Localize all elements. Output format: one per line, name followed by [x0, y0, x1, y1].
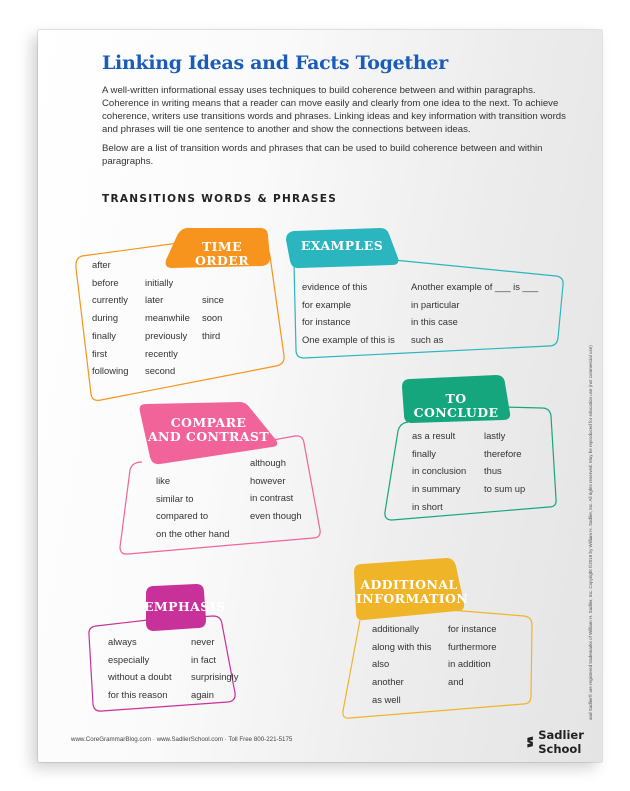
sadlier-s-icon	[526, 733, 534, 751]
emphasis-col-2	[191, 633, 238, 704]
examples-col-2	[411, 278, 538, 349]
list-item: especially	[108, 653, 150, 665]
intro-text	[102, 84, 582, 174]
list-item: always	[108, 636, 137, 647]
list-item: like	[156, 475, 171, 486]
list-item: during	[92, 312, 119, 324]
list-item: in addition	[448, 658, 491, 670]
compare-contrast-col-1	[156, 472, 230, 543]
additional-label-line-2: INFORMATION	[356, 591, 469, 606]
list-item: to sum up	[484, 483, 526, 495]
compare-contrast-box	[112, 402, 342, 562]
additional-information-box	[340, 558, 540, 728]
logo-text: Sadlier School	[538, 728, 584, 756]
examples-label: EXAMPLES	[300, 238, 384, 253]
emphasis-box	[88, 578, 239, 701]
emphasis-col-1	[108, 633, 172, 704]
list-item: similar to	[156, 492, 194, 504]
list-item: on the other hand	[156, 528, 230, 540]
list-item: however	[250, 474, 286, 486]
list-item: finally	[92, 329, 116, 341]
page-title: Linking Ideas and Facts Together	[102, 52, 448, 74]
list-item: for instance	[448, 623, 497, 634]
additional-information-label	[356, 577, 469, 606]
time-order-label: TIME ORDER	[194, 239, 250, 268]
list-item: as a result	[412, 430, 456, 441]
list-item: for example	[302, 298, 351, 310]
section-heading: TRANSITIONS WORDS & PHRASES	[102, 193, 338, 205]
list-item: in this case	[411, 316, 458, 328]
list-item: and	[448, 676, 464, 688]
intro-paragraph-1: A well-written informational essay uses techniques to build coherence between and within paragraphs. Coherence in writing means that a reader can move easily and clearly from one idea to the next. To achieve coherence, writers use transitions words and phrases. Linking ideas and key information with transition words and phrases will tie one sentence to another and show the connections between ideas.	[102, 85, 566, 135]
list-item: first	[92, 347, 108, 359]
list-item: since	[202, 294, 224, 306]
list-item: surprisingly	[191, 671, 239, 683]
worksheet-page	[38, 30, 602, 762]
list-item: as well	[372, 693, 401, 705]
legal-text: and Sadlier® are registered trademarks of William H. Sadlier, Inc. Copyright ©2018 by William H. Sadlier, Inc. All rights reserved. May be reproduced for education use (not commercial use)	[588, 345, 593, 720]
list-item: without a doubt	[108, 671, 172, 683]
list-item: such as	[411, 334, 444, 346]
time-order-col-1	[92, 256, 128, 380]
list-item: later	[145, 294, 164, 306]
list-item: third	[202, 329, 221, 341]
footer-links: www.CoreGrammarBlog.com · www.SadlierSchool.com · Toll Free 800-221-5175	[71, 736, 293, 743]
additional-information-col-1	[372, 620, 431, 709]
list-item: compared to	[156, 510, 209, 522]
list-item: additionally	[372, 623, 419, 634]
list-item: thus	[484, 465, 502, 477]
list-item: in contrast	[250, 492, 294, 504]
to-conclude-col-2	[484, 427, 525, 498]
list-item: Another example of ___ is ___	[411, 281, 539, 292]
list-item: along with this	[372, 640, 432, 652]
compare-contrast-label	[146, 416, 271, 444]
compare-label-line-2: AND CONTRAST	[147, 429, 270, 444]
list-item: although	[250, 457, 286, 468]
additional-label-line-1: ADDITIONAL	[360, 577, 458, 592]
list-item: also	[372, 658, 390, 670]
list-item: finally	[412, 447, 436, 459]
compare-contrast-col-2	[250, 454, 302, 525]
list-item: One example of this is	[302, 334, 395, 346]
time-order-box	[76, 228, 276, 388]
intro-paragraph-2: Below are a list of transition words and phrases that can be used to build coherence between and within paragraphs.	[102, 143, 543, 167]
list-item: following	[92, 365, 129, 377]
additional-information-col-2	[448, 620, 496, 691]
list-item: never	[191, 636, 215, 647]
list-item: recently	[145, 347, 178, 359]
list-item: furthermore	[448, 640, 497, 652]
to-conclude-label: TO CONCLUDE	[413, 391, 499, 420]
list-item: for this reason	[108, 689, 168, 701]
list-item: again	[191, 689, 214, 701]
list-item: in particular	[411, 298, 460, 310]
list-item: for instance	[302, 316, 351, 328]
list-item: lastly	[484, 430, 506, 441]
list-item: another	[372, 676, 404, 688]
examples-col-1	[302, 278, 395, 349]
sadlier-logo	[526, 728, 602, 756]
list-item: therefore	[484, 447, 522, 459]
to-conclude-box	[380, 375, 580, 525]
list-item: meanwhile	[145, 312, 190, 324]
list-item: even though	[250, 510, 302, 522]
list-item: evidence of this	[302, 281, 368, 292]
list-item: initially	[145, 276, 174, 288]
emphasis-label: EMPHASIS	[144, 599, 226, 614]
time-order-col-2	[145, 274, 190, 380]
list-item: in short	[412, 500, 443, 512]
list-item: second	[145, 365, 176, 377]
list-item: after	[92, 259, 111, 270]
list-item: in fact	[191, 653, 217, 665]
to-conclude-col-1	[412, 427, 466, 516]
time-order-col-3	[202, 291, 224, 344]
list-item: currently	[92, 294, 128, 306]
compare-label-line-1: COMPARE	[170, 415, 247, 430]
list-item: in summary	[412, 483, 461, 495]
list-item: in conclusion	[412, 465, 467, 477]
list-item: soon	[202, 312, 223, 324]
examples-box	[286, 228, 566, 368]
list-item: before	[92, 276, 119, 288]
list-item: previously	[145, 329, 188, 341]
